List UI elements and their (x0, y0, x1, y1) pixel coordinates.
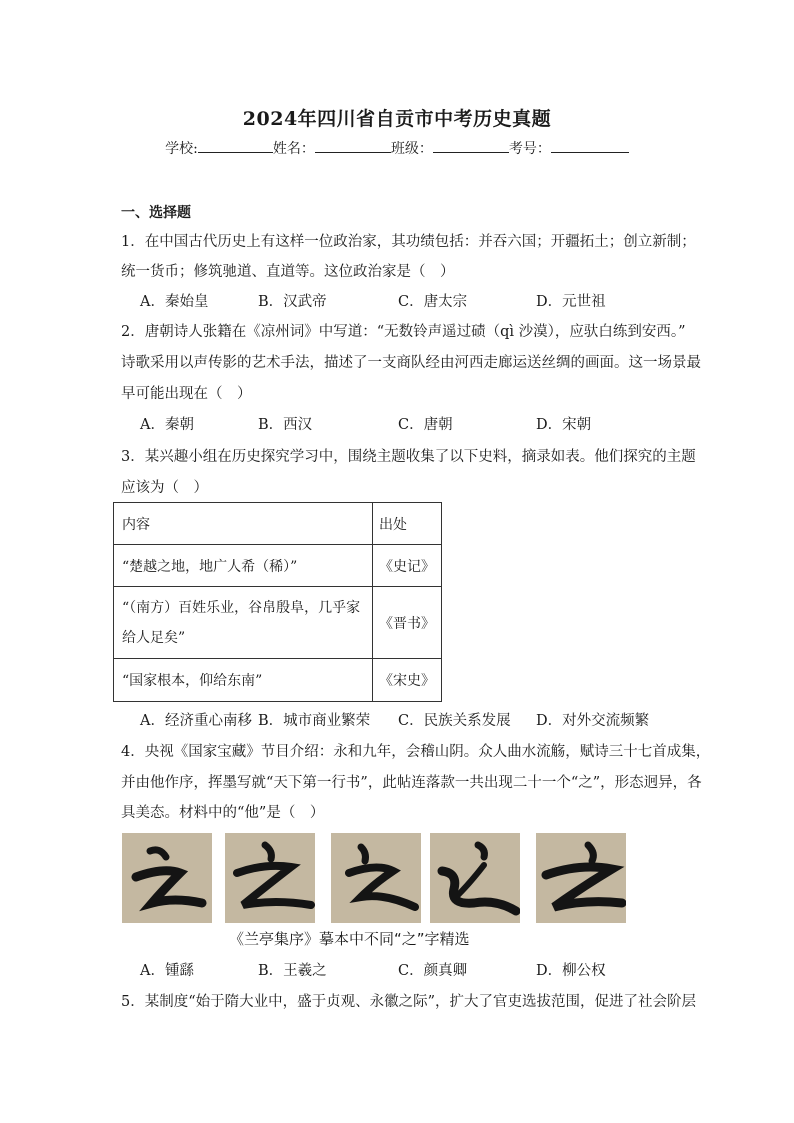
calligraphy-image-3 (331, 833, 421, 923)
table-row (114, 545, 442, 587)
q3-line-2: 应该为（ ） (121, 480, 208, 496)
table-header-content: 内容 (114, 503, 373, 545)
table-row (114, 587, 442, 659)
table-row (114, 659, 442, 702)
table-cell-line: “（南方）百姓乐业，谷帛殷阜，几乎家 (122, 599, 361, 616)
school-blank[interactable] (198, 138, 273, 153)
q4-option-b[interactable]: B．王羲之 (258, 963, 327, 979)
q3-option-b[interactable]: B．城市商业繁荣 (258, 713, 371, 729)
q1-option-b[interactable]: B．汉武帝 (258, 294, 327, 310)
number-blank[interactable] (551, 138, 629, 153)
table-cell-content (114, 587, 373, 659)
calligraphy-image-4 (430, 833, 520, 923)
calligraphy-image-2 (225, 833, 315, 923)
q3-option-a[interactable]: A．经济重心南移 (140, 713, 252, 729)
source-table (113, 502, 442, 702)
table-cell-source: 《史记》 (373, 545, 442, 587)
q2-option-d[interactable]: D．宋朝 (536, 417, 592, 433)
q4-option-d[interactable]: D．柳公权 (536, 963, 606, 979)
q1-line-2: 统一货币；修筑驰道、直道等。这位政治家是（ ） (121, 264, 455, 280)
q2-line-2: 诗歌采用以声传影的艺术手法，描述了一支商队经由河西走廊运送丝绸的画面。这一场景最 (121, 355, 701, 371)
calligraphy-image-1 (122, 833, 212, 923)
name-blank[interactable] (315, 138, 391, 153)
table-cell-content: “国家根本，仰给东南” (114, 659, 373, 702)
q2-line-3: 早可能出现在（ ） (121, 386, 252, 402)
table-cell-source: 《晋书》 (373, 587, 442, 659)
table-cell-line: 给人足矣” (122, 629, 186, 646)
q5-line-1: 5．某制度“始于隋大业中，盛于贞观、永徽之际”，扩大了官吏选拔范围，促进了社会阶层 (121, 994, 697, 1010)
number-label: 考号： (508, 141, 551, 157)
student-info-line (0, 138, 794, 158)
q1-option-d[interactable]: D．元世祖 (536, 294, 606, 310)
q1-line-1: 1．在中国古代历史上有这样一位政治家，其功绩包括：并吞六国；开疆拓土；创立新制； (121, 234, 696, 250)
table-header-source: 出处 (373, 503, 442, 545)
exam-title: 2024年四川省自贡市中考历史真题 (242, 108, 552, 130)
name-label: 姓名： (272, 141, 315, 157)
q4-option-c[interactable]: C．颜真卿 (398, 963, 468, 979)
q3-option-c[interactable]: C．民族关系发展 (398, 713, 511, 729)
table-cell-source: 《宋史》 (373, 659, 442, 702)
q4-line-3: 具美态。材料中的“他”是（ ） (121, 805, 325, 821)
q4-line-1: 4．央视《国家宝藏》节目介绍：永和九年，会稽山阴。众人曲水流觞，赋诗三十七首成集， (121, 744, 711, 760)
q4-option-a[interactable]: A．锺繇 (140, 963, 194, 979)
q1-option-a[interactable]: A．秦始皇 (140, 294, 209, 310)
image-caption: 《兰亭集序》摹本中不同“之”字精选 (229, 930, 470, 948)
q3-option-d[interactable]: D．对外交流频繁 (536, 713, 650, 729)
class-blank[interactable] (433, 138, 509, 153)
q2-option-a[interactable]: A．秦朝 (140, 417, 194, 433)
q1-option-c[interactable]: C．唐太宗 (398, 294, 468, 310)
school-label: 学校: (165, 141, 198, 157)
table-header-row (114, 503, 442, 545)
q3-line-1: 3．某兴趣小组在历史探究学习中，围绕主题收集了以下史料，摘录如表。他们探究的主题 (121, 449, 696, 465)
class-label: 班级： (390, 141, 433, 157)
calligraphy-image-5 (536, 833, 626, 923)
q2-line-1: 2．唐朝诗人张籍在《凉州词》中写道：“无数铃声遥过碛（qì 沙漠），应驮白练到安西。” (121, 324, 686, 340)
section-heading: 一、选择题 (121, 205, 191, 221)
table-cell-content: “楚越之地，地广人希（稀）” (114, 545, 373, 587)
q4-line-2: 并由他作序，挥墨写就“天下第一行书”，此帖连落款一共出现二十一个“之”，形态迥异，各 (121, 775, 702, 791)
q2-option-c[interactable]: C．唐朝 (398, 417, 453, 433)
q2-option-b[interactable]: B．西汉 (258, 417, 313, 433)
